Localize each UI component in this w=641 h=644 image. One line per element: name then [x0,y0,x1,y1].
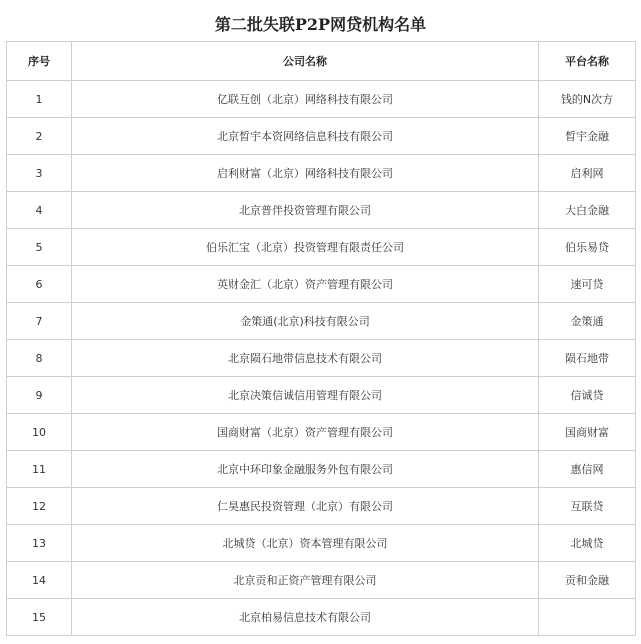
row-index-cell: 6 [7,266,72,303]
company-name-cell: 北京晳宇本资网络信息科技有限公司 [72,118,539,155]
row-index-cell: 11 [7,451,72,488]
platform-name-cell: 钱的N次方 [539,81,636,118]
table-row [7,155,636,192]
table-row [7,377,636,414]
row-index-cell: 15 [7,599,72,636]
row-index-cell: 12 [7,488,72,525]
platform-name-cell: 启利网 [539,155,636,192]
row-index-cell: 2 [7,118,72,155]
company-name-cell: 启利财富（北京）网络科技有限公司 [72,155,539,192]
institution-table [6,41,636,636]
table-row [7,451,636,488]
row-index-cell: 10 [7,414,72,451]
row-index-cell: 7 [7,303,72,340]
table-row [7,81,636,118]
row-index-cell: 3 [7,155,72,192]
platform-name-cell: 惠信网 [539,451,636,488]
row-index-cell: 5 [7,229,72,266]
row-index-cell: 1 [7,81,72,118]
company-name-cell: 英财金汇（北京）资产管理有限公司 [72,266,539,303]
company-name-cell: 北京普伴投资管理有限公司 [72,192,539,229]
company-name-cell: 伯乐汇宝（北京）投资管理有限责任公司 [72,229,539,266]
platform-name-cell: 贡和金融 [539,562,636,599]
table-row [7,525,636,562]
company-name-cell: 仁昊惠民投资管理（北京）有限公司 [72,488,539,525]
row-index-cell: 14 [7,562,72,599]
header-index: 序号 [7,42,72,81]
company-name-cell: 亿联互创（北京）网络科技有限公司 [72,81,539,118]
page-title: 第二批失联P2P网贷机构名单 [214,15,427,34]
platform-name-cell [539,599,636,636]
table-row [7,266,636,303]
header-company-name: 公司名称 [72,42,539,81]
table-row [7,414,636,451]
platform-name-cell: 互联贷 [539,488,636,525]
row-index-cell: 4 [7,192,72,229]
table-row [7,599,636,636]
header-platform-name: 平台名称 [539,42,636,81]
table-row [7,340,636,377]
platform-name-cell: 晳宇金融 [539,118,636,155]
platform-name-cell: 大白金融 [539,192,636,229]
row-index-cell: 9 [7,377,72,414]
platform-name-cell: 金策通 [539,303,636,340]
company-name-cell: 北京陨石地带信息技术有限公司 [72,340,539,377]
company-name-cell: 金策通(北京)科技有限公司 [72,303,539,340]
table-header-row [7,42,636,81]
table-row [7,118,636,155]
platform-name-cell: 速可贷 [539,266,636,303]
platform-name-cell: 陨石地带 [539,340,636,377]
platform-name-cell: 国商财富 [539,414,636,451]
platform-name-cell: 北城贷 [539,525,636,562]
platform-name-cell: 伯乐易贷 [539,229,636,266]
table-row [7,562,636,599]
table-row [7,488,636,525]
row-index-cell: 13 [7,525,72,562]
company-name-cell: 北京决策信诚信用管理有限公司 [72,377,539,414]
platform-name-cell: 信诚贷 [539,377,636,414]
company-name-cell: 北京中环印象金融服务外包有限公司 [72,451,539,488]
row-index-cell: 8 [7,340,72,377]
company-name-cell: 北京柏易信息技术有限公司 [72,599,539,636]
table-row [7,229,636,266]
company-name-cell: 北京贡和正资产管理有限公司 [72,562,539,599]
company-name-cell: 国商财富（北京）资产管理有限公司 [72,414,539,451]
table-row [7,303,636,340]
table-row [7,192,636,229]
table-body [7,81,636,636]
company-name-cell: 北城贷（北京）资本管理有限公司 [72,525,539,562]
